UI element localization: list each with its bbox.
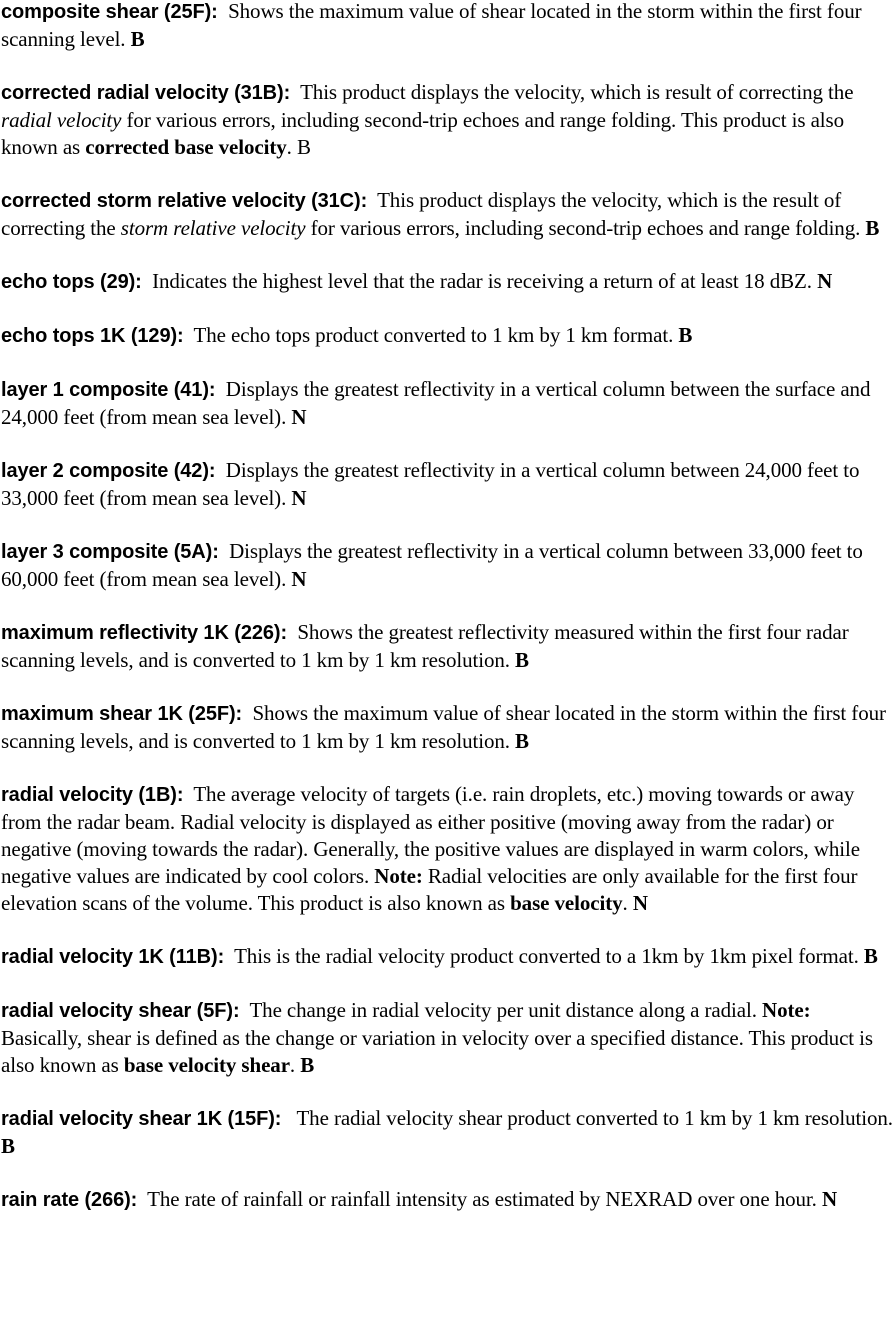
definition-text: Basically, shear is defined as the change or variation in velocity over a specified distance. This product is also known as [1,1026,873,1077]
definition-text: This product displays the velocity, which is result of correcting the [300,80,854,104]
definition-text: The change in radial velocity per unit distance along a radial. [249,998,762,1022]
definition-text: This product displays the velocity, which is the result of correcting the [1,188,842,240]
definition-text: . B [286,135,311,159]
definition-text: The average velocity of targets (i.e. rain droplets, etc.) moving towards or away from the radar beam. Radial velocity is displayed as either positive (moving away from the radar) or negative (moving towards the radar). Generally, the positive values are displayed in warm colors, while negative values are indicated by cool colors. [1,782,860,888]
bold-text: N [817,269,833,293]
definition-text: Indicates the highest level that the radar is receiving a return of at least 18 dBZ. [152,269,818,293]
bold-text: B [863,944,878,968]
bold-text: N [821,1187,838,1211]
glossary-entry [1,268,895,296]
bold-text: Note: [762,998,811,1022]
glossary-term: maximum shear 1K (25F): [1,703,243,725]
glossary-entry [1,187,895,242]
glossary-term: composite shear (25F): [1,1,218,23]
definition-text: Shows the maximum value of shear located in the storm within the first four scanning level. [1,0,862,51]
definition-text: for various errors, including second-trip echoes and range folding. [305,216,866,240]
glossary-entry [1,781,895,917]
glossary-entry [1,79,895,161]
glossary-term: corrected storm relative velocity (31C): [1,190,368,212]
bold-text: base velocity shear [123,1053,290,1077]
glossary-entry [1,943,895,971]
glossary-term: layer 2 composite (42): [1,460,216,482]
definition-text: Displays the greatest reflectivity in a vertical column between 24,000 feet to 33,000 feet (from mean sea level). [1,458,860,510]
definition-text: Radial velocities are only available for the first four elevation scans of the volume. This product is also known as [1,864,858,915]
glossary-entry [1,322,895,350]
bold-text: N [291,567,307,591]
definition-text: The rate of rainfall or rainfall intensity as estimated by NEXRAD over one hour. [147,1187,822,1211]
bold-text: N [291,405,307,429]
glossary-term: maximum reflectivity 1K (226): [1,622,288,644]
definition-text: This is the radial velocity product converted to a 1km by 1km pixel format. [234,944,864,968]
glossary-term: rain rate (266): [1,1189,138,1211]
glossary-entry [1,1105,895,1160]
glossary-term: echo tops 1K (129): [1,325,184,347]
glossary-entry [1,0,895,53]
definition-text: . [622,891,633,915]
glossary-entry [1,997,895,1079]
bold-text: B [865,216,880,240]
glossary-term: radial velocity 1K (11B): [1,946,225,968]
glossary-term: layer 3 composite (5A): [1,541,219,563]
italic-text: storm relative velocity [120,216,306,240]
glossary-entry [1,376,895,431]
glossary-term: echo tops (29): [1,271,142,293]
glossary-term: layer 1 composite (41): [1,379,216,401]
italic-text: radial velocity [1,108,122,132]
glossary-term: radial velocity shear 1K (15F): [1,1108,282,1130]
bold-text: B [300,1053,315,1077]
bold-text: base velocity [510,891,623,915]
bold-text: B [130,27,145,51]
definition-text: . [289,1053,301,1077]
definition-text: Shows the greatest reflectivity measured within the first four radar scanning levels, and is converted to 1 km by 1 km resolution. [1,620,849,672]
bold-text: B [1,1134,15,1158]
bold-text: B [515,648,529,672]
definition-text: for various errors, including second-trip echoes and range folding. This product is also known as [1,108,845,159]
glossary-entry [1,619,895,674]
definition-text: Displays the greatest reflectivity in a vertical column between 33,000 feet to 60,000 feet (from mean sea level). [1,539,863,591]
definition-text: The echo tops product converted to 1 km by 1 km format. [193,323,679,347]
bold-text: N [291,486,307,510]
definition-text: Displays the greatest reflectivity in a vertical column between the surface and 24,000 feet (from mean sea level). [1,377,871,429]
bold-text: B [678,323,693,347]
glossary-entry [1,700,895,755]
bold-text: B [515,729,529,753]
glossary-entry [1,457,895,512]
definition-text: Shows the maximum value of shear located in the storm within the first four scanning levels, and is converted to 1 km by 1 km resolution. [1,701,886,753]
glossary-entry [1,538,895,593]
bold-text: corrected base velocity [85,135,287,159]
definition-text: The radial velocity shear product converted to 1 km by 1 km resolution. [291,1106,893,1130]
bold-text: Note: [374,864,423,888]
bold-text: N [632,891,648,915]
glossary-term: radial velocity (1B): [1,784,184,806]
glossary-entry [1,1186,895,1214]
glossary-term: corrected radial velocity (31B): [1,82,291,104]
glossary-term: radial velocity shear (5F): [1,1000,240,1022]
